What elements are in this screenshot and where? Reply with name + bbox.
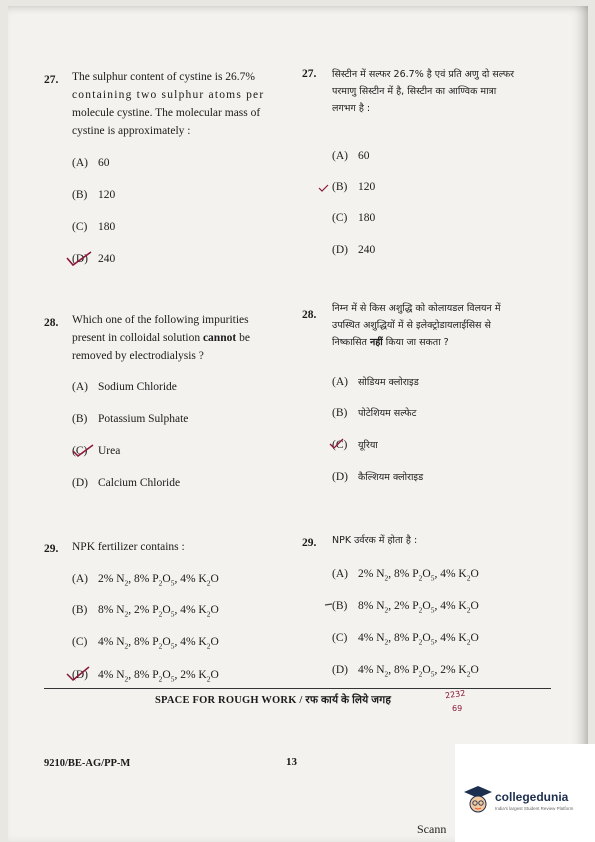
q29-option-a-en[interactable]: (A) 2% $N_2$, 8% $P_2O_5$, 4% $K_2O$ [72,573,219,588]
q29-option-c-hi[interactable]: (C) 4% $N_2$, 8% $P_2O_5$, 4% $K_2O$ [332,632,479,647]
q27-option-d-hi[interactable]: (D) 240 [332,244,376,256]
q28-number-en: 28. [44,317,59,329]
q29-text-hi: NPK उर्वरक में होता है : [332,535,418,546]
page-number: 13 [286,756,297,768]
logo-name: collegedunia [495,790,569,804]
q27-option-b-en[interactable]: (B) 120 [72,189,116,201]
q29-option-c-en[interactable]: (C) 4% $N_2$, 8% $P_2O_5$, 4% $K_2O$ [72,636,219,651]
q29-option-b-hi[interactable]: (B) 8% $N_2$, 2% $P_2O_5$, 4% $K_2O$ [332,600,479,615]
q29-option-d-en[interactable]: (D) 4% $N_2$, 8% $P_2O_5$, 2% $K_2O$ [72,669,219,684]
q27-option-a-hi[interactable]: (A) 60 [332,150,370,162]
q28-option-d-en[interactable]: (D) Calcium Chloride [72,477,181,489]
q29-option-d-hi[interactable]: (D) 4% $N_2$, 8% $P_2O_5$, 2% $K_2O$ [332,664,479,679]
scanner-watermark: Scann [417,822,447,836]
logo-watermark [455,744,595,842]
q28-number-hi: 28. [302,309,317,321]
q28-option-b-hi[interactable]: (B) पोटेशियम सल्फेट [332,407,417,419]
q27-number-hi: 27. [302,68,317,80]
q29-number-en: 29. [44,543,59,555]
q27-text-en: The sulphur content of cystine is 26.7% containing two sulphur atoms per molecule cystine. The molecular mass of cystine is approximately : [72,71,265,137]
tick-mark-icon [64,665,92,683]
q27-option-d-en[interactable]: (D) 240 [72,253,116,265]
q28-text-hi: निम्न में से किस अशुद्धि को कोलायडल विलयन में उपस्थित अशुद्धियों में से इलेक्ट्रोडायलाईसिस से निष्कासित नहीं किया जा सकता ? [332,303,501,348]
paper-code: 9210/BE-AG/PP-M [44,758,131,769]
q29-option-b-en[interactable]: (B) 8% $N_2$, 2% $P_2O_5$, 4% $K_2O$ [72,604,219,619]
tick-mark-icon [70,443,96,459]
logo-tagline: India's largest Student Review Platform [495,806,574,811]
q27-text-hi: सिस्टीन में सल्फर 26.7% है एवं प्रति अणु दो सल्फर परमाणु सिस्टीन में है, सिस्टीन का आण्विक मात्रा लगभग है : [332,69,515,114]
q27-option-b-hi[interactable]: (B) 120 [332,181,376,193]
q28-option-c-hi[interactable]: (C) यूरिया [332,439,378,451]
q28-option-a-en[interactable]: (A) Sodium Chloride [72,381,177,393]
rough-work-label: SPACE FOR ROUGH WORK / रफ कार्य के लिये जगह [155,695,392,706]
tick-mark-icon [324,601,334,609]
q29-text-en: NPK fertilizer contains : [72,541,185,553]
q28-option-d-hi[interactable]: (D) कैल्शियम क्लोराइड [332,471,424,483]
q27-option-a-en[interactable]: (A) 60 [72,157,110,169]
tick-mark-icon [328,437,346,451]
handwritten-note: 2232 [444,688,466,701]
q28-option-b-en[interactable]: (B) Potassium Sulphate [72,413,189,425]
rough-work-divider [44,688,551,689]
q28-option-a-hi[interactable]: (A) सोडियम क्लोराइड [332,376,419,388]
q28-text-en: Which one of the following impurities present in colloidal solution cannot be removed by electrodialysis ? [72,314,250,362]
graduate-mascot-icon [463,784,493,816]
q27-option-c-en[interactable]: (C) 180 [72,221,116,233]
tick-mark-icon [64,250,94,268]
q27-number-en: 27. [44,74,59,86]
handwritten-note-2: 69 [452,704,463,713]
q27-option-c-hi[interactable]: (C) 180 [332,212,376,224]
q29-number-hi: 29. [302,537,317,549]
q29-option-a-hi[interactable]: (A) 2% $N_2$, 8% $P_2O_5$, 4% $K_2O$ [332,568,479,583]
tick-mark-icon [318,183,330,193]
q28-option-c-en[interactable]: (C) Urea [72,445,121,457]
